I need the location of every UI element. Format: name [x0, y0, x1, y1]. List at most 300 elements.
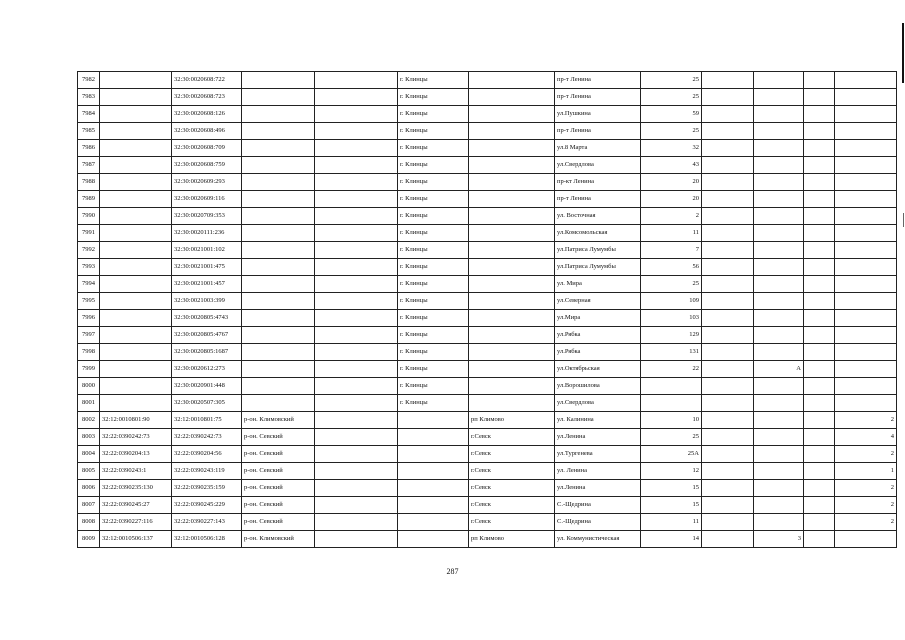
cell-empty: [315, 242, 398, 259]
cell-building: А: [754, 361, 804, 378]
cell-empty: [702, 89, 754, 106]
cell-district: [242, 72, 315, 89]
cell-district: [242, 89, 315, 106]
cell-number: 7998: [78, 344, 100, 361]
cell-apartment: [835, 259, 897, 276]
cell-empty: [315, 293, 398, 310]
cell-cadastral-2: 32:30:0020111:236: [172, 225, 242, 242]
cell-cadastral-1: [100, 361, 172, 378]
cell-house: 25: [641, 429, 702, 446]
cell-building: [754, 497, 804, 514]
cell-cadastral-1: [100, 293, 172, 310]
table-row: [78, 225, 897, 242]
cell-empty: [315, 412, 398, 429]
table-row: [78, 310, 897, 327]
table-row: [78, 344, 897, 361]
cell-cadastral-2: 32:12:0010801:75: [172, 412, 242, 429]
cell-empty: [315, 140, 398, 157]
cell-cadastral-2: 32:30:0021001:475: [172, 259, 242, 276]
cell-number: 8005: [78, 463, 100, 480]
cell-apartment: [835, 174, 897, 191]
cell-district: р-он. Климовский: [242, 531, 315, 548]
cell-district: р-он. Севский: [242, 480, 315, 497]
cell-empty: [702, 259, 754, 276]
cell-cadastral-2: 32:22:0390227:143: [172, 514, 242, 531]
cell-empty: [702, 140, 754, 157]
cell-cadastral-2: 32:30:0020609:293: [172, 174, 242, 191]
cell-settlement: [469, 327, 555, 344]
cell-empty: [804, 106, 835, 123]
cell-empty: [702, 446, 754, 463]
cell-number: 7991: [78, 225, 100, 242]
cell-cadastral-2: 32:30:0020805:4743: [172, 310, 242, 327]
cell-street: С.-Щедрина: [555, 497, 641, 514]
cell-apartment: 2: [835, 446, 897, 463]
cell-city: г. Клинцы: [398, 72, 469, 89]
cell-empty: [702, 157, 754, 174]
cell-street: ул.Тургенева: [555, 446, 641, 463]
cell-cadastral-1: 32:22:0390204:13: [100, 446, 172, 463]
cell-house: 11: [641, 514, 702, 531]
cell-empty: [315, 463, 398, 480]
cell-cadastral-2: 32:30:0020608:496: [172, 123, 242, 140]
cell-building: [754, 208, 804, 225]
cell-empty: [804, 72, 835, 89]
cell-street: ул.8 Марта: [555, 140, 641, 157]
table-row: [78, 531, 897, 548]
table-row: [78, 276, 897, 293]
table-row: [78, 395, 897, 412]
cell-house: 20: [641, 191, 702, 208]
cell-number: 7990: [78, 208, 100, 225]
cell-empty: [315, 191, 398, 208]
cell-house: 25: [641, 276, 702, 293]
cell-street: ул.Патриса Лумумбы: [555, 242, 641, 259]
cell-number: 7984: [78, 106, 100, 123]
cell-number: 7997: [78, 327, 100, 344]
cell-empty: [804, 157, 835, 174]
cell-street: ул.Комсомольская: [555, 225, 641, 242]
cell-building: [754, 395, 804, 412]
cell-settlement: [469, 395, 555, 412]
cell-street: ул. Калинина: [555, 412, 641, 429]
cell-house: 10: [641, 412, 702, 429]
cell-empty: [702, 310, 754, 327]
cell-building: [754, 123, 804, 140]
cell-district: [242, 378, 315, 395]
cell-district: р-он. Севский: [242, 463, 315, 480]
cell-empty: [804, 293, 835, 310]
table-body: [78, 72, 897, 548]
cell-number: 7987: [78, 157, 100, 174]
cell-house: 25: [641, 89, 702, 106]
cell-empty: [804, 225, 835, 242]
cell-house: 7: [641, 242, 702, 259]
cell-empty: [702, 344, 754, 361]
cell-cadastral-1: [100, 395, 172, 412]
cell-number: 7983: [78, 89, 100, 106]
cell-building: [754, 446, 804, 463]
table-row: [78, 497, 897, 514]
cell-number: 8003: [78, 429, 100, 446]
cell-apartment: [835, 531, 897, 548]
cell-cadastral-2: 32:22:0390242:73: [172, 429, 242, 446]
cell-cadastral-2: 32:30:0020608:126: [172, 106, 242, 123]
cell-street: ул.Свердлова: [555, 395, 641, 412]
cell-building: [754, 89, 804, 106]
cell-settlement: [469, 89, 555, 106]
table-row: [78, 429, 897, 446]
cell-empty: [804, 412, 835, 429]
cell-empty: [315, 208, 398, 225]
cell-district: [242, 293, 315, 310]
cell-street: пр-т Ленина: [555, 123, 641, 140]
cell-house: 11: [641, 225, 702, 242]
cell-empty: [315, 429, 398, 446]
cell-number: 7994: [78, 276, 100, 293]
cell-settlement: [469, 344, 555, 361]
cell-settlement: [469, 361, 555, 378]
cell-settlement: [469, 259, 555, 276]
cell-city: г. Клинцы: [398, 123, 469, 140]
cell-building: [754, 276, 804, 293]
cell-street: С.-Щедрина: [555, 514, 641, 531]
cell-cadastral-1: [100, 106, 172, 123]
cell-street: ул.Ленина: [555, 480, 641, 497]
cell-city: г. Клинцы: [398, 310, 469, 327]
cell-city: г. Клинцы: [398, 140, 469, 157]
cell-city: г. Клинцы: [398, 89, 469, 106]
cell-cadastral-2: 32:30:0020608:759: [172, 157, 242, 174]
cell-cadastral-1: [100, 242, 172, 259]
cell-district: [242, 361, 315, 378]
cell-street: ул. Мира: [555, 276, 641, 293]
cell-district: р-он. Севский: [242, 514, 315, 531]
cell-number: 7988: [78, 174, 100, 191]
cell-empty: [702, 72, 754, 89]
cell-empty: [804, 140, 835, 157]
cell-cadastral-2: 32:30:0020709:353: [172, 208, 242, 225]
cell-settlement: [469, 276, 555, 293]
cell-city: г. Клинцы: [398, 361, 469, 378]
cell-district: [242, 208, 315, 225]
cell-cadastral-2: 32:30:0020805:1687: [172, 344, 242, 361]
page-number: 287: [446, 567, 459, 576]
cell-house: 25: [641, 123, 702, 140]
cell-number: 7995: [78, 293, 100, 310]
cell-cadastral-1: [100, 344, 172, 361]
cell-settlement: [469, 310, 555, 327]
cell-cadastral-1: [100, 259, 172, 276]
cell-cadastral-1: [100, 140, 172, 157]
table-row: [78, 293, 897, 310]
cell-city: г. Клинцы: [398, 157, 469, 174]
cell-district: р-он. Климовский: [242, 412, 315, 429]
cell-empty: [315, 531, 398, 548]
register-table: [77, 71, 897, 548]
cell-cadastral-1: 32:22:0390242:73: [100, 429, 172, 446]
cell-cadastral-1: [100, 89, 172, 106]
cell-city: [398, 412, 469, 429]
cell-settlement: [469, 72, 555, 89]
cell-apartment: [835, 106, 897, 123]
cell-city: г. Клинцы: [398, 225, 469, 242]
cell-empty: [315, 361, 398, 378]
cell-house: 32: [641, 140, 702, 157]
cell-street: ул.Октябрьская: [555, 361, 641, 378]
cell-house: 15: [641, 480, 702, 497]
cell-settlement: [469, 157, 555, 174]
cell-building: [754, 463, 804, 480]
cell-house: [641, 378, 702, 395]
cell-building: [754, 242, 804, 259]
cell-street: ул. Ленина: [555, 463, 641, 480]
cell-cadastral-2: 32:30:0020901:448: [172, 378, 242, 395]
cell-district: [242, 225, 315, 242]
cell-apartment: [835, 72, 897, 89]
cell-apartment: 4: [835, 429, 897, 446]
cell-apartment: [835, 157, 897, 174]
cell-empty: [702, 378, 754, 395]
cell-empty: [702, 480, 754, 497]
cell-city: [398, 429, 469, 446]
cell-settlement: [469, 293, 555, 310]
cell-settlement: [469, 140, 555, 157]
cell-empty: [315, 497, 398, 514]
cell-city: г. Клинцы: [398, 293, 469, 310]
cell-empty: [804, 429, 835, 446]
cell-district: [242, 327, 315, 344]
cell-settlement: г.Севск: [469, 480, 555, 497]
cell-cadastral-1: [100, 225, 172, 242]
table-row: [78, 378, 897, 395]
cell-settlement: [469, 242, 555, 259]
cell-city: г. Клинцы: [398, 242, 469, 259]
cell-number: 8001: [78, 395, 100, 412]
cell-city: г. Клинцы: [398, 327, 469, 344]
table-row: [78, 514, 897, 531]
cell-cadastral-2: 32:22:0390243:119: [172, 463, 242, 480]
cell-empty: [315, 310, 398, 327]
cell-building: [754, 174, 804, 191]
cell-settlement: [469, 208, 555, 225]
cell-city: г. Клинцы: [398, 259, 469, 276]
cell-empty: [804, 446, 835, 463]
cell-building: [754, 259, 804, 276]
cell-apartment: 2: [835, 412, 897, 429]
cell-district: [242, 310, 315, 327]
cell-city: [398, 514, 469, 531]
cell-empty: [702, 208, 754, 225]
cell-apartment: [835, 276, 897, 293]
table-row: [78, 361, 897, 378]
cell-empty: [315, 89, 398, 106]
cell-street: пр-т Ленина: [555, 191, 641, 208]
cell-district: [242, 259, 315, 276]
cell-district: [242, 106, 315, 123]
cell-number: 8000: [78, 378, 100, 395]
cell-house: 103: [641, 310, 702, 327]
table-row: [78, 242, 897, 259]
table-row: [78, 480, 897, 497]
cell-city: г. Клинцы: [398, 106, 469, 123]
cell-empty: [315, 72, 398, 89]
cell-empty: [315, 123, 398, 140]
cell-street: ул.Ленина: [555, 429, 641, 446]
cell-cadastral-2: 32:30:0020612:273: [172, 361, 242, 378]
cell-street: ул.Рябка: [555, 327, 641, 344]
cell-empty: [702, 514, 754, 531]
cell-number: 8009: [78, 531, 100, 548]
cell-city: г. Клинцы: [398, 191, 469, 208]
cell-empty: [702, 463, 754, 480]
table-row: [78, 106, 897, 123]
cell-empty: [804, 514, 835, 531]
cell-apartment: [835, 310, 897, 327]
cell-street: ул. Коммунистическая: [555, 531, 641, 548]
cell-district: р-он. Севский: [242, 497, 315, 514]
cell-building: [754, 480, 804, 497]
cell-empty: [702, 174, 754, 191]
cell-apartment: [835, 293, 897, 310]
cell-empty: [702, 429, 754, 446]
cell-building: [754, 412, 804, 429]
table-row: [78, 191, 897, 208]
cell-apartment: [835, 123, 897, 140]
cell-cadastral-1: 32:22:0390227:116: [100, 514, 172, 531]
scan-edge-mark: [903, 213, 904, 227]
cell-building: [754, 344, 804, 361]
cell-building: [754, 514, 804, 531]
cell-cadastral-1: 32:22:0390245:27: [100, 497, 172, 514]
cell-number: 7992: [78, 242, 100, 259]
cell-cadastral-2: 32:22:0390245:229: [172, 497, 242, 514]
cell-empty: [804, 344, 835, 361]
cell-building: [754, 429, 804, 446]
cell-empty: [804, 378, 835, 395]
cell-empty: [804, 395, 835, 412]
cell-number: 7999: [78, 361, 100, 378]
cell-building: 3: [754, 531, 804, 548]
cell-house: 22: [641, 361, 702, 378]
cell-house: 25А: [641, 446, 702, 463]
cell-cadastral-1: [100, 208, 172, 225]
cell-cadastral-1: [100, 157, 172, 174]
cell-empty: [702, 293, 754, 310]
cell-settlement: [469, 123, 555, 140]
cell-cadastral-2: 32:12:0010506:128: [172, 531, 242, 548]
cell-empty: [804, 191, 835, 208]
cell-empty: [804, 242, 835, 259]
cell-district: [242, 242, 315, 259]
table-row: [78, 89, 897, 106]
cell-settlement: [469, 191, 555, 208]
cell-empty: [315, 327, 398, 344]
cell-empty: [804, 531, 835, 548]
cell-number: 8007: [78, 497, 100, 514]
cell-house: 59: [641, 106, 702, 123]
cell-house: [641, 395, 702, 412]
cell-empty: [315, 174, 398, 191]
cell-empty: [804, 327, 835, 344]
cell-empty: [702, 531, 754, 548]
cell-apartment: [835, 242, 897, 259]
cell-building: [754, 72, 804, 89]
cell-cadastral-2: 32:30:0020609:116: [172, 191, 242, 208]
cell-empty: [702, 225, 754, 242]
cell-city: г. Клинцы: [398, 208, 469, 225]
cell-apartment: 1: [835, 463, 897, 480]
cell-number: 7993: [78, 259, 100, 276]
cell-number: 7989: [78, 191, 100, 208]
cell-empty: [702, 106, 754, 123]
cell-empty: [702, 242, 754, 259]
cell-cadastral-1: [100, 123, 172, 140]
cell-settlement: г.Севск: [469, 446, 555, 463]
cell-city: [398, 446, 469, 463]
cell-empty: [315, 480, 398, 497]
cell-apartment: 2: [835, 480, 897, 497]
cell-city: г. Клинцы: [398, 395, 469, 412]
cell-empty: [702, 361, 754, 378]
cell-settlement: [469, 106, 555, 123]
cell-cadastral-2: 32:30:0020608:722: [172, 72, 242, 89]
cell-settlement: рп Климово: [469, 531, 555, 548]
cell-apartment: [835, 327, 897, 344]
cell-empty: [315, 395, 398, 412]
cell-city: г. Клинцы: [398, 344, 469, 361]
cell-settlement: г.Севск: [469, 463, 555, 480]
cell-number: 8008: [78, 514, 100, 531]
cell-empty: [804, 361, 835, 378]
cell-street: ул.Рябка: [555, 344, 641, 361]
cell-cadastral-2: 32:30:0021001:102: [172, 242, 242, 259]
cell-settlement: [469, 225, 555, 242]
cell-street: ул.Мира: [555, 310, 641, 327]
cell-settlement: рп Климово: [469, 412, 555, 429]
cell-house: 15: [641, 497, 702, 514]
cell-empty: [804, 89, 835, 106]
cell-cadastral-2: 32:30:0021003:399: [172, 293, 242, 310]
cell-building: [754, 310, 804, 327]
cell-apartment: [835, 89, 897, 106]
cell-house: 2: [641, 208, 702, 225]
cell-cadastral-1: 32:22:0390235:130: [100, 480, 172, 497]
cell-building: [754, 225, 804, 242]
cell-house: 129: [641, 327, 702, 344]
cell-cadastral-1: 32:12:0010506:137: [100, 531, 172, 548]
cell-apartment: [835, 191, 897, 208]
table-row: [78, 259, 897, 276]
cell-empty: [315, 514, 398, 531]
cell-cadastral-1: [100, 310, 172, 327]
cell-empty: [315, 157, 398, 174]
cell-empty: [315, 344, 398, 361]
table-row: [78, 140, 897, 157]
cell-empty: [315, 276, 398, 293]
cell-city: [398, 531, 469, 548]
cell-building: [754, 293, 804, 310]
cell-number: 8006: [78, 480, 100, 497]
cell-street: ул.Свердлова: [555, 157, 641, 174]
cell-city: г. Клинцы: [398, 174, 469, 191]
cell-house: 20: [641, 174, 702, 191]
table-row: [78, 123, 897, 140]
cell-cadastral-1: [100, 191, 172, 208]
cell-house: 56: [641, 259, 702, 276]
cell-number: 7986: [78, 140, 100, 157]
cell-apartment: 2: [835, 514, 897, 531]
